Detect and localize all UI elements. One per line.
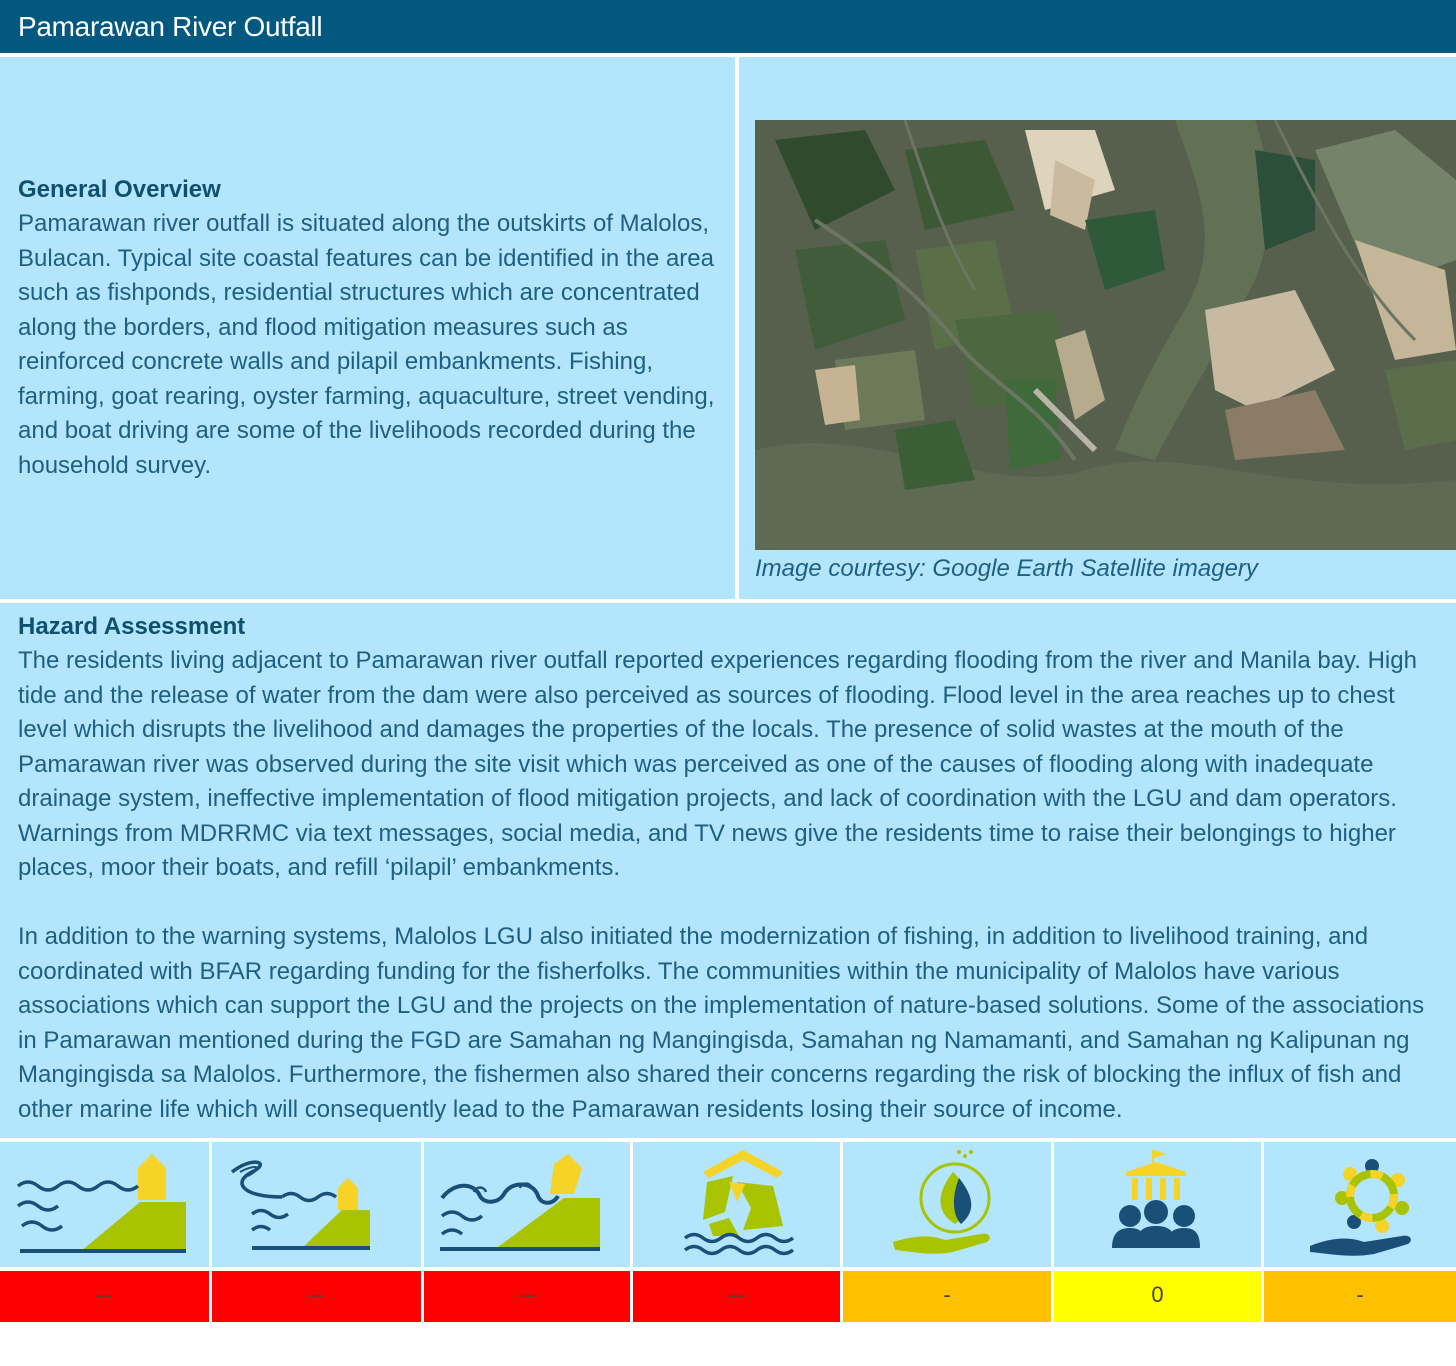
coastal-flooding-icon	[0, 1142, 209, 1267]
rating-damaged-house: --	[633, 1271, 840, 1322]
satellite-image-panel	[739, 57, 1456, 599]
storm-surge-icon	[424, 1142, 630, 1267]
rating-coastal-flooding: --	[0, 1271, 209, 1322]
rating-river-flooding: --	[212, 1271, 421, 1322]
rating-storm-surge: --	[424, 1271, 630, 1322]
satellite-image	[755, 120, 1456, 550]
governance-icon	[1054, 1142, 1261, 1267]
water-resource-icon	[843, 1142, 1051, 1267]
general-overview-text: Pamarawan river outfall is situated along the outskirts of Malolos, Bulacan. Typical site coastal features can be identified in the area such as fishponds, residential structures which are concentrated along the borders, and flood mitigation measures such as reinforced concrete walls and pilapil embankments. Fishing, farming, goat rearing, oyster farming, aquaculture, street vending, and boat driving are some of the livelihoods recorded during the household survey.	[18, 210, 715, 479]
river-flooding-icon	[212, 1142, 421, 1267]
general-overview-panel	[0, 57, 735, 599]
community-icon	[1264, 1142, 1456, 1267]
damaged-house-icon	[633, 1142, 840, 1267]
page-title: Pamarawan River Outfall	[0, 0, 1456, 53]
rating-water-resource: -	[843, 1271, 1051, 1322]
hazard-paragraph-1: The residents living adjacent to Pamarawan river outfall reported experiences regarding flooding from the river and Manila bay. High tide and the release of water from the dam were also perceived as sources of flooding. Flood level in the area reaches up to chest level which disrupts the livelihood and damages the properties of the locals. The presence of solid wastes at the mouth of the Pamarawan river was observed during the site visit which was perceived as one of the causes of flooding along with inadequate drainage system, ineffective implementation of flood mitigation projects, and lack of coordination with the LGU and dam operators. Warnings from MDRRMC via text messages, social media, and TV news give the residents time to raise their belongings to higher places, moor their boats, and refill ‘pilapil’ embankments.	[18, 647, 1417, 881]
hazard-assessment-heading: Hazard Assessment	[18, 613, 246, 640]
general-overview-heading: General Overview	[18, 176, 221, 203]
hazard-paragraph-2: In addition to the warning systems, Malolos LGU also initiated the modernization of fishing, in addition to livelihood training, and coordinated with BFAR regarding funding for the fisherfolks. The communities within the municipality of Malolos have various associations which can support the LGU and the projects on the implementation of nature-based solutions. Some of the associations in Pamarawan mentioned during the FGD are Samahan ng Mangingisda, Samahan ng Namamanti, and Samahan ng Kalipunan ng Mangingisda sa Malolos. Furthermore, the fishermen also shared their concerns regarding the risk of blocking the influx of fish and other marine life which will consequently lead to the Pamarawan residents losing their source of income.	[18, 923, 1425, 1123]
image-caption: Image courtesy: Google Earth Satellite imagery	[755, 555, 1258, 582]
hazard-assessment-panel	[0, 603, 1456, 1138]
rating-community: -	[1264, 1271, 1456, 1322]
satellite-map-graphic	[755, 120, 1456, 550]
rating-governance: 0	[1054, 1271, 1261, 1322]
